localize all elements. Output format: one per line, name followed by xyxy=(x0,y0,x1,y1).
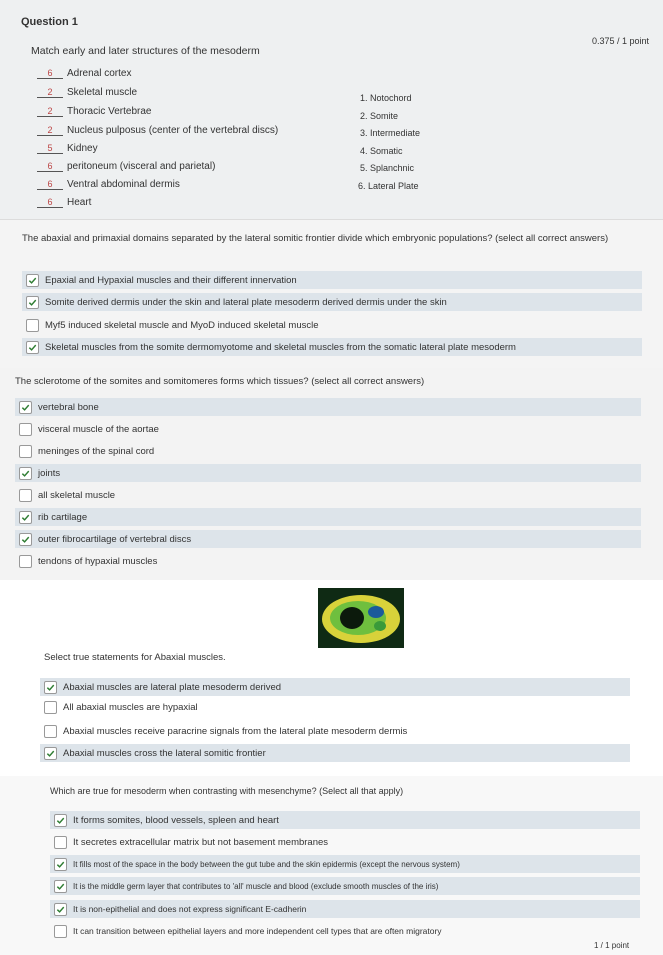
answer-option[interactable] xyxy=(22,293,642,311)
question-prompt: Which are true for mesoderm when contrasting with mesenchyme? (Select all that apply) xyxy=(50,786,404,796)
answer-option[interactable] xyxy=(40,678,630,696)
option-label: All abaxial muscles are hypaxial xyxy=(63,701,198,713)
check-icon xyxy=(28,276,37,285)
option-label: It secretes extracellular matrix but not basement membranes xyxy=(73,836,329,848)
check-icon xyxy=(56,882,65,891)
checkbox[interactable] xyxy=(19,533,32,546)
check-icon xyxy=(21,535,30,544)
question-title: Question 1 xyxy=(21,16,78,28)
question-prompt: Select true statements for Abaxial muscles. xyxy=(44,652,226,663)
question-prompt: Match early and later structures of the mesoderm xyxy=(31,45,260,57)
checkbox[interactable] xyxy=(54,814,67,827)
option-label: It is the middle germ layer that contributes to 'all' muscle and blood (exclude smooth muscles of the iris) xyxy=(73,881,439,891)
match-item[interactable] xyxy=(37,87,137,98)
checkbox[interactable] xyxy=(26,341,39,354)
check-icon xyxy=(56,860,65,869)
option-label: It fills most of the space in the body between the gut tube and the skin epidermis (except the nervous system) xyxy=(73,859,460,869)
question-prompt: The sclerotome of the somites and somitomeres forms which tissues? (select all correct answers) xyxy=(15,376,425,387)
embryo-section-image xyxy=(318,588,404,648)
question-3-panel xyxy=(0,368,663,580)
option-label: tendons of hypaxial muscles xyxy=(38,555,158,567)
answer-option[interactable] xyxy=(50,811,640,829)
checkbox[interactable] xyxy=(44,725,57,738)
checkbox[interactable] xyxy=(44,681,57,694)
answer-option[interactable] xyxy=(40,722,630,740)
checkbox[interactable] xyxy=(54,925,67,938)
answer-option[interactable] xyxy=(50,855,640,873)
check-icon xyxy=(28,298,37,307)
match-answer[interactable]: 6 xyxy=(37,68,63,79)
checkbox[interactable] xyxy=(26,319,39,332)
match-item[interactable] xyxy=(37,161,215,172)
check-icon xyxy=(21,403,30,412)
match-label: Thoracic Vertebrae xyxy=(67,106,152,117)
checkbox[interactable] xyxy=(19,511,32,524)
checkbox[interactable] xyxy=(54,836,67,849)
checkbox[interactable] xyxy=(54,858,67,871)
check-icon xyxy=(56,905,65,914)
match-label: Heart xyxy=(67,197,92,208)
match-label: Nucleus pulposus (center of the vertebral discs) xyxy=(67,125,279,136)
answer-option[interactable] xyxy=(15,530,641,548)
match-item[interactable] xyxy=(37,179,180,190)
match-answer[interactable]: 6 xyxy=(37,161,63,172)
match-choice: 5. Splanchnic xyxy=(360,163,415,173)
match-answer[interactable]: 5 xyxy=(37,143,63,154)
match-answer[interactable]: 6 xyxy=(37,197,63,208)
option-label: It is non-epithelial and does not express significant E-cadherin xyxy=(73,904,307,914)
option-label: joints xyxy=(38,467,61,479)
match-choice: 1. Notochord xyxy=(360,93,412,103)
answer-option[interactable] xyxy=(15,464,641,482)
match-choice: 3. Intermediate xyxy=(360,128,421,138)
answer-option[interactable] xyxy=(40,698,630,716)
checkbox[interactable] xyxy=(19,445,32,458)
answer-option[interactable] xyxy=(15,398,641,416)
answer-option[interactable] xyxy=(22,338,642,356)
option-label: meninges of the spinal cord xyxy=(38,445,155,457)
match-choice: 4. Somatic xyxy=(360,146,403,156)
check-icon xyxy=(21,513,30,522)
match-answer[interactable]: 2 xyxy=(37,87,63,98)
points-badge: 1 / 1 point xyxy=(594,941,630,950)
checkbox[interactable] xyxy=(44,701,57,714)
option-label: Abaxial muscles cross the lateral somitic frontier xyxy=(63,747,266,759)
answer-option[interactable] xyxy=(15,486,641,504)
checkbox[interactable] xyxy=(19,423,32,436)
option-label: Somite derived dermis under the skin and lateral plate mesoderm derived dermis under the skin xyxy=(45,296,447,308)
option-label: Epaxial and Hypaxial muscles and their different innervation xyxy=(45,274,297,286)
match-answer[interactable]: 6 xyxy=(37,179,63,190)
checkbox[interactable] xyxy=(19,401,32,414)
match-label: Adrenal cortex xyxy=(67,68,132,79)
question-1-panel xyxy=(0,0,663,220)
check-icon xyxy=(46,683,55,692)
checkbox[interactable] xyxy=(19,555,32,568)
check-icon xyxy=(21,469,30,478)
match-label: Ventral abdominal dermis xyxy=(67,179,180,190)
match-choice: 2. Somite xyxy=(360,111,399,121)
match-item[interactable] xyxy=(37,197,91,208)
answer-option[interactable] xyxy=(15,442,641,460)
question-5-panel xyxy=(0,776,663,955)
answer-option[interactable] xyxy=(50,833,640,851)
match-item[interactable] xyxy=(37,68,131,79)
option-label: It forms somites, blood vessels, spleen and heart xyxy=(73,814,279,826)
option-label: all skeletal muscle xyxy=(38,489,116,501)
answer-option[interactable] xyxy=(40,744,630,762)
check-icon xyxy=(46,749,55,758)
question-2-panel xyxy=(0,220,663,368)
match-label: Skeletal muscle xyxy=(67,87,138,98)
option-label: outer fibrocartilage of vertebral discs xyxy=(38,533,192,545)
checkbox[interactable] xyxy=(26,274,39,287)
option-label: Abaxial muscles receive paracrine signals from the lateral plate mesoderm dermis xyxy=(63,725,408,737)
option-label: Abaxial muscles are lateral plate mesoderm derived xyxy=(63,681,282,693)
checkbox[interactable] xyxy=(44,747,57,760)
option-label: rib cartilage xyxy=(38,511,88,523)
match-item[interactable] xyxy=(37,125,278,136)
match-label: peritoneum (visceral and parietal) xyxy=(67,161,216,172)
answer-option[interactable] xyxy=(15,552,641,570)
question-prompt: The abaxial and primaxial domains separated by the lateral somitic frontier divide which embryonic populations? (select all correct answers) xyxy=(22,233,609,244)
answer-option[interactable] xyxy=(15,420,641,438)
match-answer[interactable]: 2 xyxy=(37,106,63,117)
checkbox[interactable] xyxy=(19,467,32,480)
answer-option[interactable] xyxy=(22,316,642,334)
option-label: Myf5 induced skeletal muscle and MyoD induced skeletal muscle xyxy=(45,319,319,331)
match-answer[interactable]: 2 xyxy=(37,125,63,136)
match-label: Kidney xyxy=(67,143,98,154)
match-item[interactable] xyxy=(37,143,98,154)
answer-option[interactable] xyxy=(50,900,640,918)
points-badge: 0.375 / 1 point xyxy=(592,36,650,46)
checkbox[interactable] xyxy=(26,296,39,309)
option-label: vertebral bone xyxy=(38,401,99,413)
check-icon xyxy=(56,816,65,825)
option-label: Skeletal muscles from the somite dermomyotome and skeletal muscles from the somatic lateral plate mesoderm xyxy=(45,341,516,353)
checkbox[interactable] xyxy=(54,903,67,916)
option-label: It can transition between epithelial layers and more independent cell types that are often migratory xyxy=(73,926,442,936)
checkbox[interactable] xyxy=(54,880,67,893)
answer-option[interactable] xyxy=(22,271,642,289)
option-label: visceral muscle of the aortae xyxy=(38,423,159,435)
checkbox[interactable] xyxy=(19,489,32,502)
check-icon xyxy=(28,343,37,352)
embryo-image-graphic xyxy=(318,588,404,648)
match-item[interactable] xyxy=(37,106,152,117)
answer-option[interactable] xyxy=(15,508,641,526)
answer-option[interactable] xyxy=(50,877,640,895)
match-choice: 6. Lateral Plate xyxy=(358,181,419,191)
answer-option[interactable] xyxy=(50,922,640,940)
